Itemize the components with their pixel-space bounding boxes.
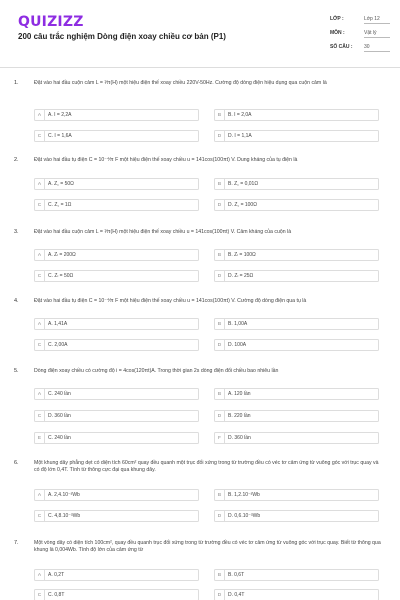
option-text: C. 2,00A	[48, 342, 68, 348]
option-text: B. Z꜀ = 0,01Ω	[228, 181, 259, 187]
answer-option[interactable]	[34, 410, 199, 422]
option-text: A. Zₗ = 200Ω	[48, 252, 76, 258]
option-letter: A	[35, 179, 45, 190]
answer-option[interactable]	[34, 199, 199, 211]
answer-option[interactable]	[34, 109, 199, 121]
answer-option[interactable]	[214, 388, 379, 400]
question-text: Đặt vào hai đầu tụ điện C = 10⁻⁴⁄π F một hiệu điện thế xoay chiều u = 141cos(100πt) V. Dung kháng của tụ điện là	[34, 157, 298, 163]
option-letter: A	[35, 319, 45, 330]
answer-option[interactable]	[214, 339, 379, 351]
option-letter: A	[35, 250, 45, 261]
question-number: 3.	[14, 229, 19, 235]
question-number: 7.	[14, 540, 19, 546]
option-text: B. 1,00A	[228, 321, 248, 327]
question-number: 6.	[14, 460, 19, 466]
option-letter: A	[35, 110, 45, 121]
option-letter: C	[35, 511, 45, 522]
option-letter: F	[215, 433, 225, 444]
question-text: Một vòng dây có diện tích 100cm², quay đều quanh trục đối xứng trong từ trường đều có véc tơ cảm ứng từ vuông góc với trục quay. Biết từ thông qua khung là 0,004Wb. Tính độ lớn của cảm ứng từ	[34, 540, 381, 553]
option-letter: A	[35, 389, 45, 400]
answer-option[interactable]	[34, 249, 199, 261]
option-letter: D	[215, 511, 225, 522]
option-letter: C	[35, 340, 45, 351]
option-letter: A	[35, 570, 45, 581]
option-text: D. Z꜀ = 100Ω	[228, 202, 257, 208]
option-letter: A	[35, 490, 45, 501]
option-text: D. I = 1,1A	[228, 133, 252, 139]
option-letter: C	[35, 411, 45, 422]
answer-option[interactable]	[214, 569, 379, 581]
option-text: A. 0,2T	[48, 572, 65, 578]
meta-value: 30	[364, 44, 390, 52]
question-text: Một khung dây phẳng dẹt có diện tích 60cm² quay đều quanh một trục đối xứng trong từ trường đều có véc tơ cảm ứng từ vuông góc với trục quay và có độ lớn 0,4T. Tính từ thông cực đại qua khung dây.	[34, 460, 379, 473]
option-text: C. 240 lần	[48, 391, 71, 397]
answer-option[interactable]	[34, 432, 199, 444]
option-letter: C	[35, 590, 45, 600]
option-text: A. 2,4.10⁻³Wb	[48, 492, 80, 498]
answer-option[interactable]	[34, 178, 199, 190]
answer-option[interactable]	[214, 432, 379, 444]
option-text: B. I = 2,0A	[228, 112, 252, 118]
answer-option[interactable]	[214, 109, 379, 121]
option-letter: D	[215, 200, 225, 211]
question-number: 2.	[14, 157, 19, 163]
option-text: D. 360 lần	[228, 435, 251, 441]
answer-option[interactable]	[214, 410, 379, 422]
option-letter: E	[35, 433, 45, 444]
question-text: Đặt vào hai đầu cuộn cảm L = ¹⁄π(H) một hiệu điện thế xoay chiều 220V-50Hz. Cường độ dòng điện hiệu dụng qua cuộn cảm là	[34, 80, 327, 86]
answer-option[interactable]	[214, 489, 379, 501]
question-number: 4.	[14, 298, 19, 304]
answer-option[interactable]	[214, 130, 379, 142]
answer-option[interactable]	[34, 388, 199, 400]
option-text: B. 220 lần	[228, 413, 251, 419]
option-text: D. 100A	[228, 342, 247, 348]
option-text: B. 1,2.10⁻³Wb	[228, 492, 260, 498]
option-letter: B	[215, 389, 225, 400]
answer-option[interactable]	[214, 589, 379, 600]
meta-label: SỐ CÂU :	[330, 44, 353, 50]
option-letter: C	[35, 200, 45, 211]
answer-option[interactable]	[34, 318, 199, 330]
question-number: 1.	[14, 80, 19, 86]
option-letter: B	[215, 570, 225, 581]
option-text: D. 360 lần	[48, 413, 71, 419]
question-number: 5.	[14, 368, 19, 374]
option-letter: B	[215, 319, 225, 330]
option-text: B. Zₗ = 100Ω	[228, 252, 256, 258]
option-text: A. I = 2,2A	[48, 112, 72, 118]
question-text: Đặt vào hai đầu tụ điện C = 10⁻⁴⁄π F một hiệu điện thế xoay chiều u = 141cos(100πt) V. Cường độ dòng điện qua tụ là	[34, 298, 307, 304]
option-letter: D	[215, 411, 225, 422]
option-text: C. Zₗ = 50Ω	[48, 273, 74, 279]
answer-option[interactable]	[34, 569, 199, 581]
quizizz-logo: QUIZIZZ	[18, 14, 84, 30]
option-text: A. 1,41A	[48, 321, 68, 327]
answer-option[interactable]	[34, 270, 199, 282]
worksheet-header	[0, 0, 400, 68]
option-letter: C	[35, 271, 45, 282]
option-text: C. I = 1,6A	[48, 133, 72, 139]
meta-label: LỚP :	[330, 16, 344, 22]
option-letter: D	[215, 590, 225, 600]
answer-option[interactable]	[214, 318, 379, 330]
option-text: C. 240 lần	[48, 435, 71, 441]
option-letter: B	[215, 490, 225, 501]
option-letter: C	[35, 131, 45, 142]
answer-option[interactable]	[214, 249, 379, 261]
answer-option[interactable]	[34, 489, 199, 501]
answer-option[interactable]	[34, 339, 199, 351]
meta-value: Lớp 12	[364, 16, 390, 24]
option-text: C. Z꜀ = 1Ω	[48, 202, 72, 208]
meta-value: Vật lý	[364, 30, 390, 38]
option-letter: D	[215, 131, 225, 142]
answer-option[interactable]	[34, 130, 199, 142]
option-letter: B	[215, 110, 225, 121]
answer-option[interactable]	[214, 178, 379, 190]
meta-label: MÔN :	[330, 30, 345, 36]
option-text: C. 0,8T	[48, 592, 65, 598]
option-text: B. 0,6T	[228, 572, 245, 578]
option-letter: D	[215, 340, 225, 351]
header-divider	[0, 67, 400, 68]
question-text: Dòng điện xoay chiều có cường độ i = 4cos(120πt)A. Trong thời gian 2s dòng điện đổi chiều bao nhiêu lần	[34, 368, 279, 374]
question-text: Đặt vào hai đầu cuộn cảm L = ¹⁄π(H) một hiệu điện thế xoay chiều u = 141cos(100πt) V. Cảm kháng của cuộn là	[34, 229, 292, 235]
answer-option[interactable]	[214, 199, 379, 211]
option-text: A. 120 lần	[228, 391, 251, 397]
option-text: D. 0,6.10⁻³Wb	[228, 513, 261, 519]
answer-option[interactable]	[214, 510, 379, 522]
option-text: C. 4,8.10⁻³Wb	[48, 513, 81, 519]
option-text: A. Z꜀ = 50Ω	[48, 181, 74, 187]
option-letter: B	[215, 250, 225, 261]
option-letter: B	[215, 179, 225, 190]
answer-option[interactable]	[34, 510, 199, 522]
worksheet-title: 200 câu trắc nghiệm Dòng điện xoay chiều cơ bản (P1)	[18, 32, 226, 41]
answer-option[interactable]	[214, 270, 379, 282]
answer-option[interactable]	[34, 589, 199, 600]
option-letter: D	[215, 271, 225, 282]
option-text: D. Zₗ = 25Ω	[228, 273, 254, 279]
option-text: D. 0,4T	[228, 592, 245, 598]
